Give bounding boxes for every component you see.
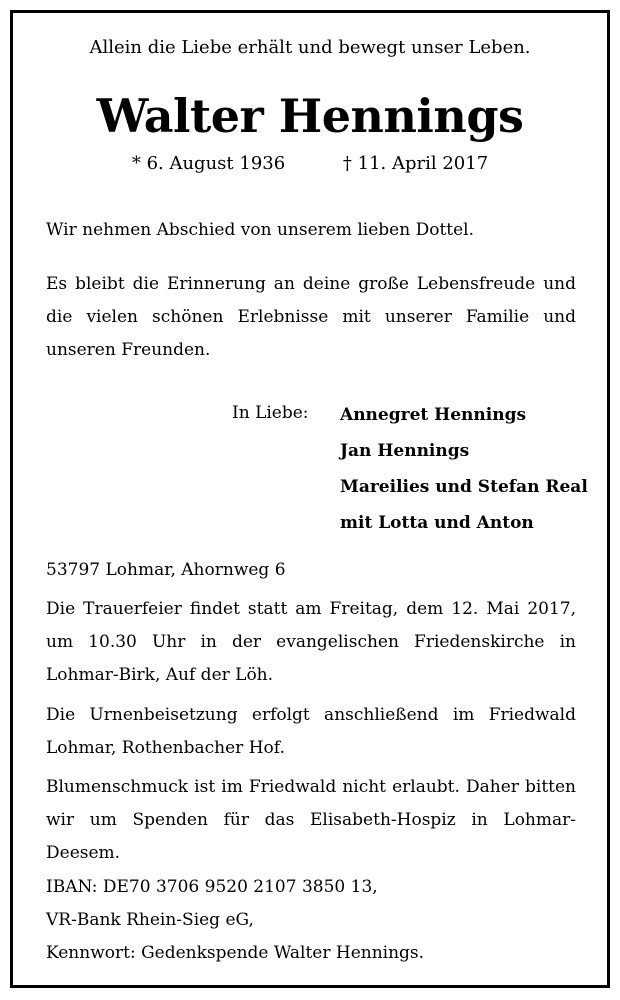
signer: Mareilies und Stefan Real	[340, 477, 588, 497]
signer: Annegret Hennings	[340, 405, 527, 425]
flowers-info: Blumenschmuck ist im Friedwald nicht erlaubt. Daher bitten wir um Spenden für das Elisabeth-Hospiz in Lohmar-Deesem.	[46, 777, 576, 863]
birth-date: * 6. August 1936	[131, 153, 286, 174]
farewell-text: Wir nehmen Abschied von unserem lieben Dottel.	[46, 220, 475, 240]
love-label: In Liebe:	[232, 403, 309, 423]
signers-list	[340, 397, 588, 541]
signer: mit Lotta und Anton	[340, 513, 534, 533]
deceased-name: Walter Hennings	[96, 89, 524, 143]
bank-name: VR-Bank Rhein-Sieg eG,	[46, 910, 254, 930]
donation-reference: Kennwort: Gedenkspende Walter Hennings.	[46, 943, 425, 963]
life-dates	[0, 152, 620, 176]
signer: Jan Hennings	[340, 441, 470, 461]
burial-info: Die Urnenbeisetzung erfolgt anschließend im Friedwald Lohmar, Rothenbacher Hof.	[46, 705, 576, 758]
bank-iban: IBAN: DE70 3706 9520 2107 3850 13,	[46, 877, 378, 897]
motto: Allein die Liebe erhält und bewegt unser Leben.	[89, 37, 531, 58]
memory-text: Es bleibt die Erinnerung an deine große Lebensfreude und die vielen schönen Erlebnisse mit unserer Familie und unseren Freunden.	[46, 274, 576, 360]
address: 53797 Lohmar, Ahornweg 6	[46, 560, 286, 580]
service-info: Die Trauerfeier findet statt am Freitag, dem 12. Mai 2017, um 10.30 Uhr in der evangelischen Friedenskirche in Lohmar-Birk, Auf der Löh.	[46, 599, 576, 685]
death-date: † 11. April 2017	[342, 153, 489, 174]
